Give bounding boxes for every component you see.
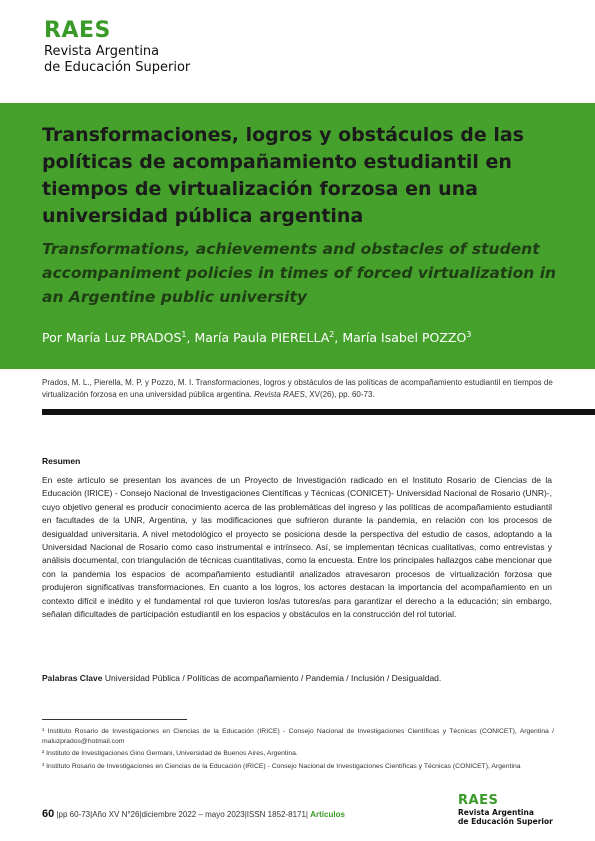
author-separator: , xyxy=(334,330,343,346)
author-line xyxy=(42,330,572,345)
section-divider xyxy=(42,409,595,415)
author-1-footnote-ref[interactable]: 1 xyxy=(181,330,187,339)
citation xyxy=(42,377,557,401)
citation-journal: Revista RAES xyxy=(254,390,305,399)
article-title-english: Transformations, achievements and obstacles of student accompaniment policies in times of forced virtualization in an Argentine public university xyxy=(42,240,557,306)
footnote-3: ³ Instituto Rosario de Investigaciones en Ciencias de la Educación (IRICE) - Consejo Nacional de Investigaciones Científicas y Técnicas (CONICET), Argentina xyxy=(42,762,521,770)
author-2-footnote-ref[interactable]: 2 xyxy=(329,330,335,339)
keywords-text: Universidad Pública / Políticas de acompañamiento / Pandemia / Inclusión / Desigualdad. xyxy=(102,673,442,683)
page-footer xyxy=(42,808,345,820)
footnote-2: ² Instituto de Investigaciones Gino Germani, Universidad de Buenos Aires, Argentina. xyxy=(42,750,298,757)
journal-name-line2: de Educación Superior xyxy=(44,60,191,75)
abstract-body: En este artículo se presentan los avances de un Proyecto de Investigación radicado en el Instituto Rosario de Ciencias de la Educación (IRICE) - Consejo Nacional de Investigaciones Científicas y Técnicas (CONICET)- Universidad Nacional de Rosario (UNR)-, cuyo objetivo general es producir conocimiento acerca de las problemáticas del ingreso y las políticas de acompañamiento estudiantil en facultades de la UNR, Argentina, y las modificaciones que sufrieron durante la pandemia, en relación con los procesos de desigualdad universitaria. A nivel metodológico el proyecto se posiciona desde la perspectiva del estudio de casos, adoptando a la Universidad Nacional de Rosario como caso instrumental e intrínseco. Así, se implementan técnicas cualitativas, como entrevistas y análisis documental, con triangulación de técnicas cuantitativas, como la encuesta. Entre los principales hallazgos cabe mencionar que con la pandemia los espacios de acompañamiento estudiantil analizados atravesaron procesos de virtualización forzosa que produjeron significativas transformaciones. En cuanto a los logros, los actores destacan la importancia del acompañamiento en un contexto difícil e inédito y el fundamental rol que tuvieron los/as tutores/as para garantizar el derecho a la educación; sin embargo, señalan dificultades de participación estudiantil en los espacios y obstáculos en la construcción del rol tutorial. xyxy=(42,475,552,620)
author-3: María Isabel POZZO xyxy=(342,330,467,346)
article-title-spanish: Transformaciones, logros y obstáculos de las políticas de acompañamiento estudiantil en tiempos de virtualización forzosa en una universidad pública argentina xyxy=(42,124,524,227)
footer-journal-logo xyxy=(458,793,553,826)
citation-text: Prados, M. L., Pierella, M. P. y Pozzo, M. I. Transformaciones, logros y obstáculos de las políticas de acompañamiento estudiantil en tiempos de virtualización forzosa en una universidad pública argentina. xyxy=(42,378,553,399)
footnote-1: ¹ Instituto Rosario de Investigaciones en Ciencias de la Educación (IRICE) - Consejo Nacional de Investigaciones Científicas y Técnicas (CONICET), Argentina / maluzprados@hotmail.com xyxy=(42,728,554,745)
keywords-label: Palabras Clave xyxy=(42,673,103,683)
abstract-heading: Resumen xyxy=(42,456,81,466)
footer-journal-name-line1: Revista Argentina xyxy=(458,808,534,817)
logo-wordmark: RAES xyxy=(44,18,111,43)
page-number: 60 xyxy=(42,808,55,820)
author-prefix: Por xyxy=(42,330,66,346)
journal-logo xyxy=(44,18,190,76)
author-3-footnote-ref[interactable]: 3 xyxy=(466,330,472,339)
footer-logo-wordmark: RAES xyxy=(458,793,499,808)
footer-journal-name-line2: de Educación Superior xyxy=(458,817,553,826)
footnote-divider xyxy=(42,719,187,720)
footnotes xyxy=(42,727,554,774)
author-2: María Paula PIERELLA xyxy=(194,330,330,346)
footer-section: Artículos xyxy=(310,810,345,819)
author-separator: , xyxy=(186,330,195,346)
citation-tail: , XV(26), pp. 60-73. xyxy=(304,390,375,399)
author-1: María Luz PRADOS xyxy=(65,330,182,346)
journal-name-line1: Revista Argentina xyxy=(44,44,160,59)
keywords xyxy=(42,673,562,683)
footer-info: |pp 60-73|Año XV N°26|diciembre 2022 – mayo 2023|ISSN 1852-8171| xyxy=(54,810,311,819)
